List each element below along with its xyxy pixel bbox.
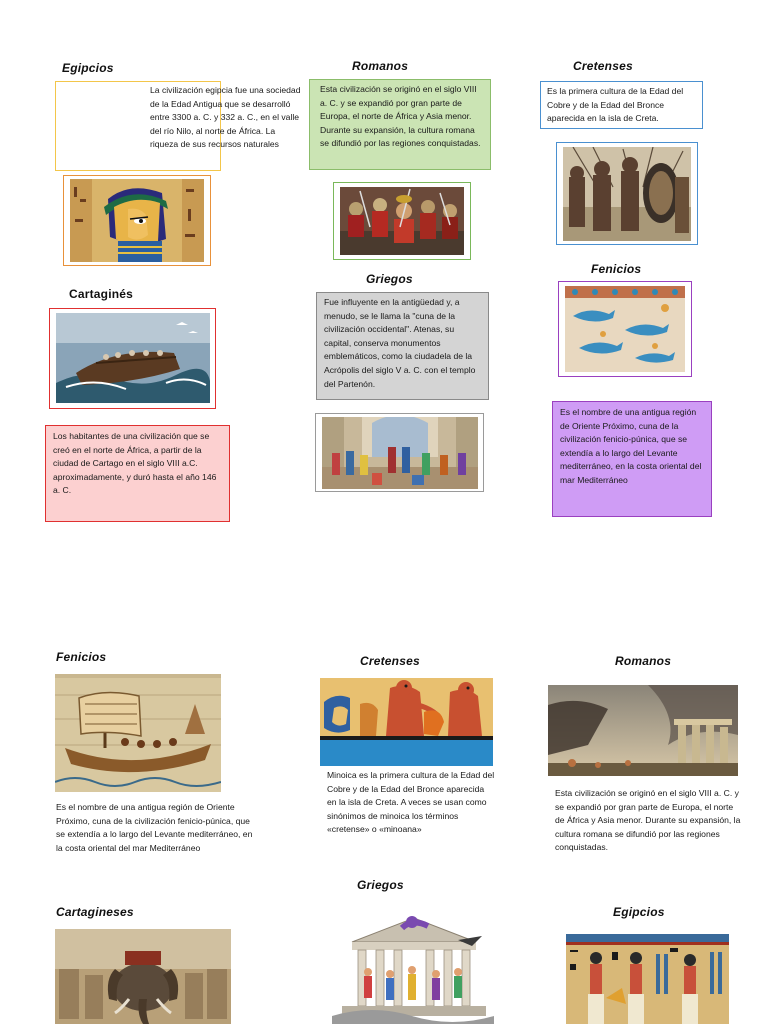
griegos-2-title: Griegos bbox=[357, 878, 404, 892]
fall-of-rome-image bbox=[548, 685, 738, 776]
cretenses-text: Es la primera cultura de la Edad del Cobre y de la Edad del Bronce aparecida en la isla de Creta. bbox=[547, 86, 684, 124]
cretan-warriors-image bbox=[563, 147, 691, 241]
greek-temple-gods-image bbox=[332, 908, 494, 1024]
egipcios-text: La civilización egipcia fue una sociedad de la Edad Antigua que se desarrolló entre 3300 a. C. y 332 a. C., en el valle del río Nilo, al norte de África. La riqueza de sus recursos naturales bbox=[150, 85, 301, 150]
egyptian-papyrus-image bbox=[566, 934, 729, 1024]
carthaginian-ship-image bbox=[56, 313, 210, 403]
cretenses-2-title: Cretenses bbox=[360, 654, 420, 668]
cretenses-image-frame bbox=[556, 142, 698, 245]
fenicios-text: Es el nombre de una antigua región de Oriente Próximo, cuna de la civilización fenicio-púnica, que se extendía a lo largo del Levante mediterráneo, en la costa oriental del mar Mediterráneo bbox=[560, 407, 702, 485]
egipcios-2-title: Egipcios bbox=[613, 905, 665, 919]
romanos-image-frame bbox=[333, 182, 471, 260]
dolphin-fresco-image bbox=[565, 286, 685, 372]
fenicios-textbox bbox=[552, 401, 712, 517]
cartagines-title: Cartaginés bbox=[69, 287, 134, 301]
cartagines-image-frame bbox=[49, 308, 216, 409]
romanos-2-title: Romanos bbox=[615, 654, 672, 668]
cretenses-textbox bbox=[540, 81, 703, 129]
egyptian-queen-image bbox=[70, 179, 204, 262]
fenicios-title: Fenicios bbox=[591, 262, 642, 276]
griegos-image-frame bbox=[315, 413, 484, 492]
egipcios-title: Egipcios bbox=[62, 61, 114, 75]
cretenses-2-text: Minoica es la primera cultura de la Edad del Cobre y de la Edad del Bronce aparecida en la isla de Creta. A veces se usan como sinónimos de minoica los términos «cretense» o «minoana» bbox=[327, 770, 495, 835]
romanos-2-text: Esta civilización se originó en el siglo VIII a. C. y se expandió por gran parte de Europa, el norte de África y Asia menor. Durante su expansión, la cultura romana se difundió por las regiones conquistadas. bbox=[555, 788, 741, 853]
romanos-title: Romanos bbox=[352, 59, 409, 73]
fenicios-2-text: Es el nombre de una antigua región de Oriente Próximo, cuna de la civilización fenicio-púnica, que se extendía a lo largo del Levante mediterráneo, en la costa oriental del mar Mediterráneo bbox=[56, 802, 253, 853]
griegos-textbox bbox=[316, 292, 489, 400]
griegos-text: Fue influyente en la antigüedad y, a menudo, se le llama la "cuna de la civilización occidental". Atenas, su capital, conserva monumentos emblemáticos, como la ciudadela de la Acrópolis del siglo V a. C. con el templo del Partenón. bbox=[324, 297, 476, 389]
cartagines-text: Los habitantes de una civilización que se creó en el norte de África, a partir de la ciudad de Cartago en el siglo VIII a.C. aproximadamente, y duró hasta el año 146 a. C. bbox=[53, 431, 217, 496]
griegos-title: Griegos bbox=[366, 272, 413, 286]
cartagineses-title: Cartagineses bbox=[56, 905, 134, 919]
war-elephant-image bbox=[55, 929, 231, 1024]
minoan-fresco-image bbox=[320, 678, 493, 766]
fenicios-image-frame bbox=[558, 281, 692, 377]
school-of-athens-image bbox=[322, 417, 478, 489]
cartagines-textbox bbox=[45, 425, 230, 522]
roman-soldiers-image bbox=[340, 187, 464, 255]
egipcios-image-frame bbox=[63, 175, 211, 266]
romanos-textbox bbox=[309, 79, 491, 170]
cretenses-title: Cretenses bbox=[573, 59, 633, 73]
phoenician-ship-image bbox=[55, 674, 221, 792]
fenicios-2-title: Fenicios bbox=[56, 650, 107, 664]
romanos-text: Esta civilización se originó en el siglo VIII a. C. y se expandió por gran parte de Europa, el norte de África y Asia menor. Durante su expansión, la cultura romana se difundió por las regiones conquistadas. bbox=[320, 84, 481, 149]
